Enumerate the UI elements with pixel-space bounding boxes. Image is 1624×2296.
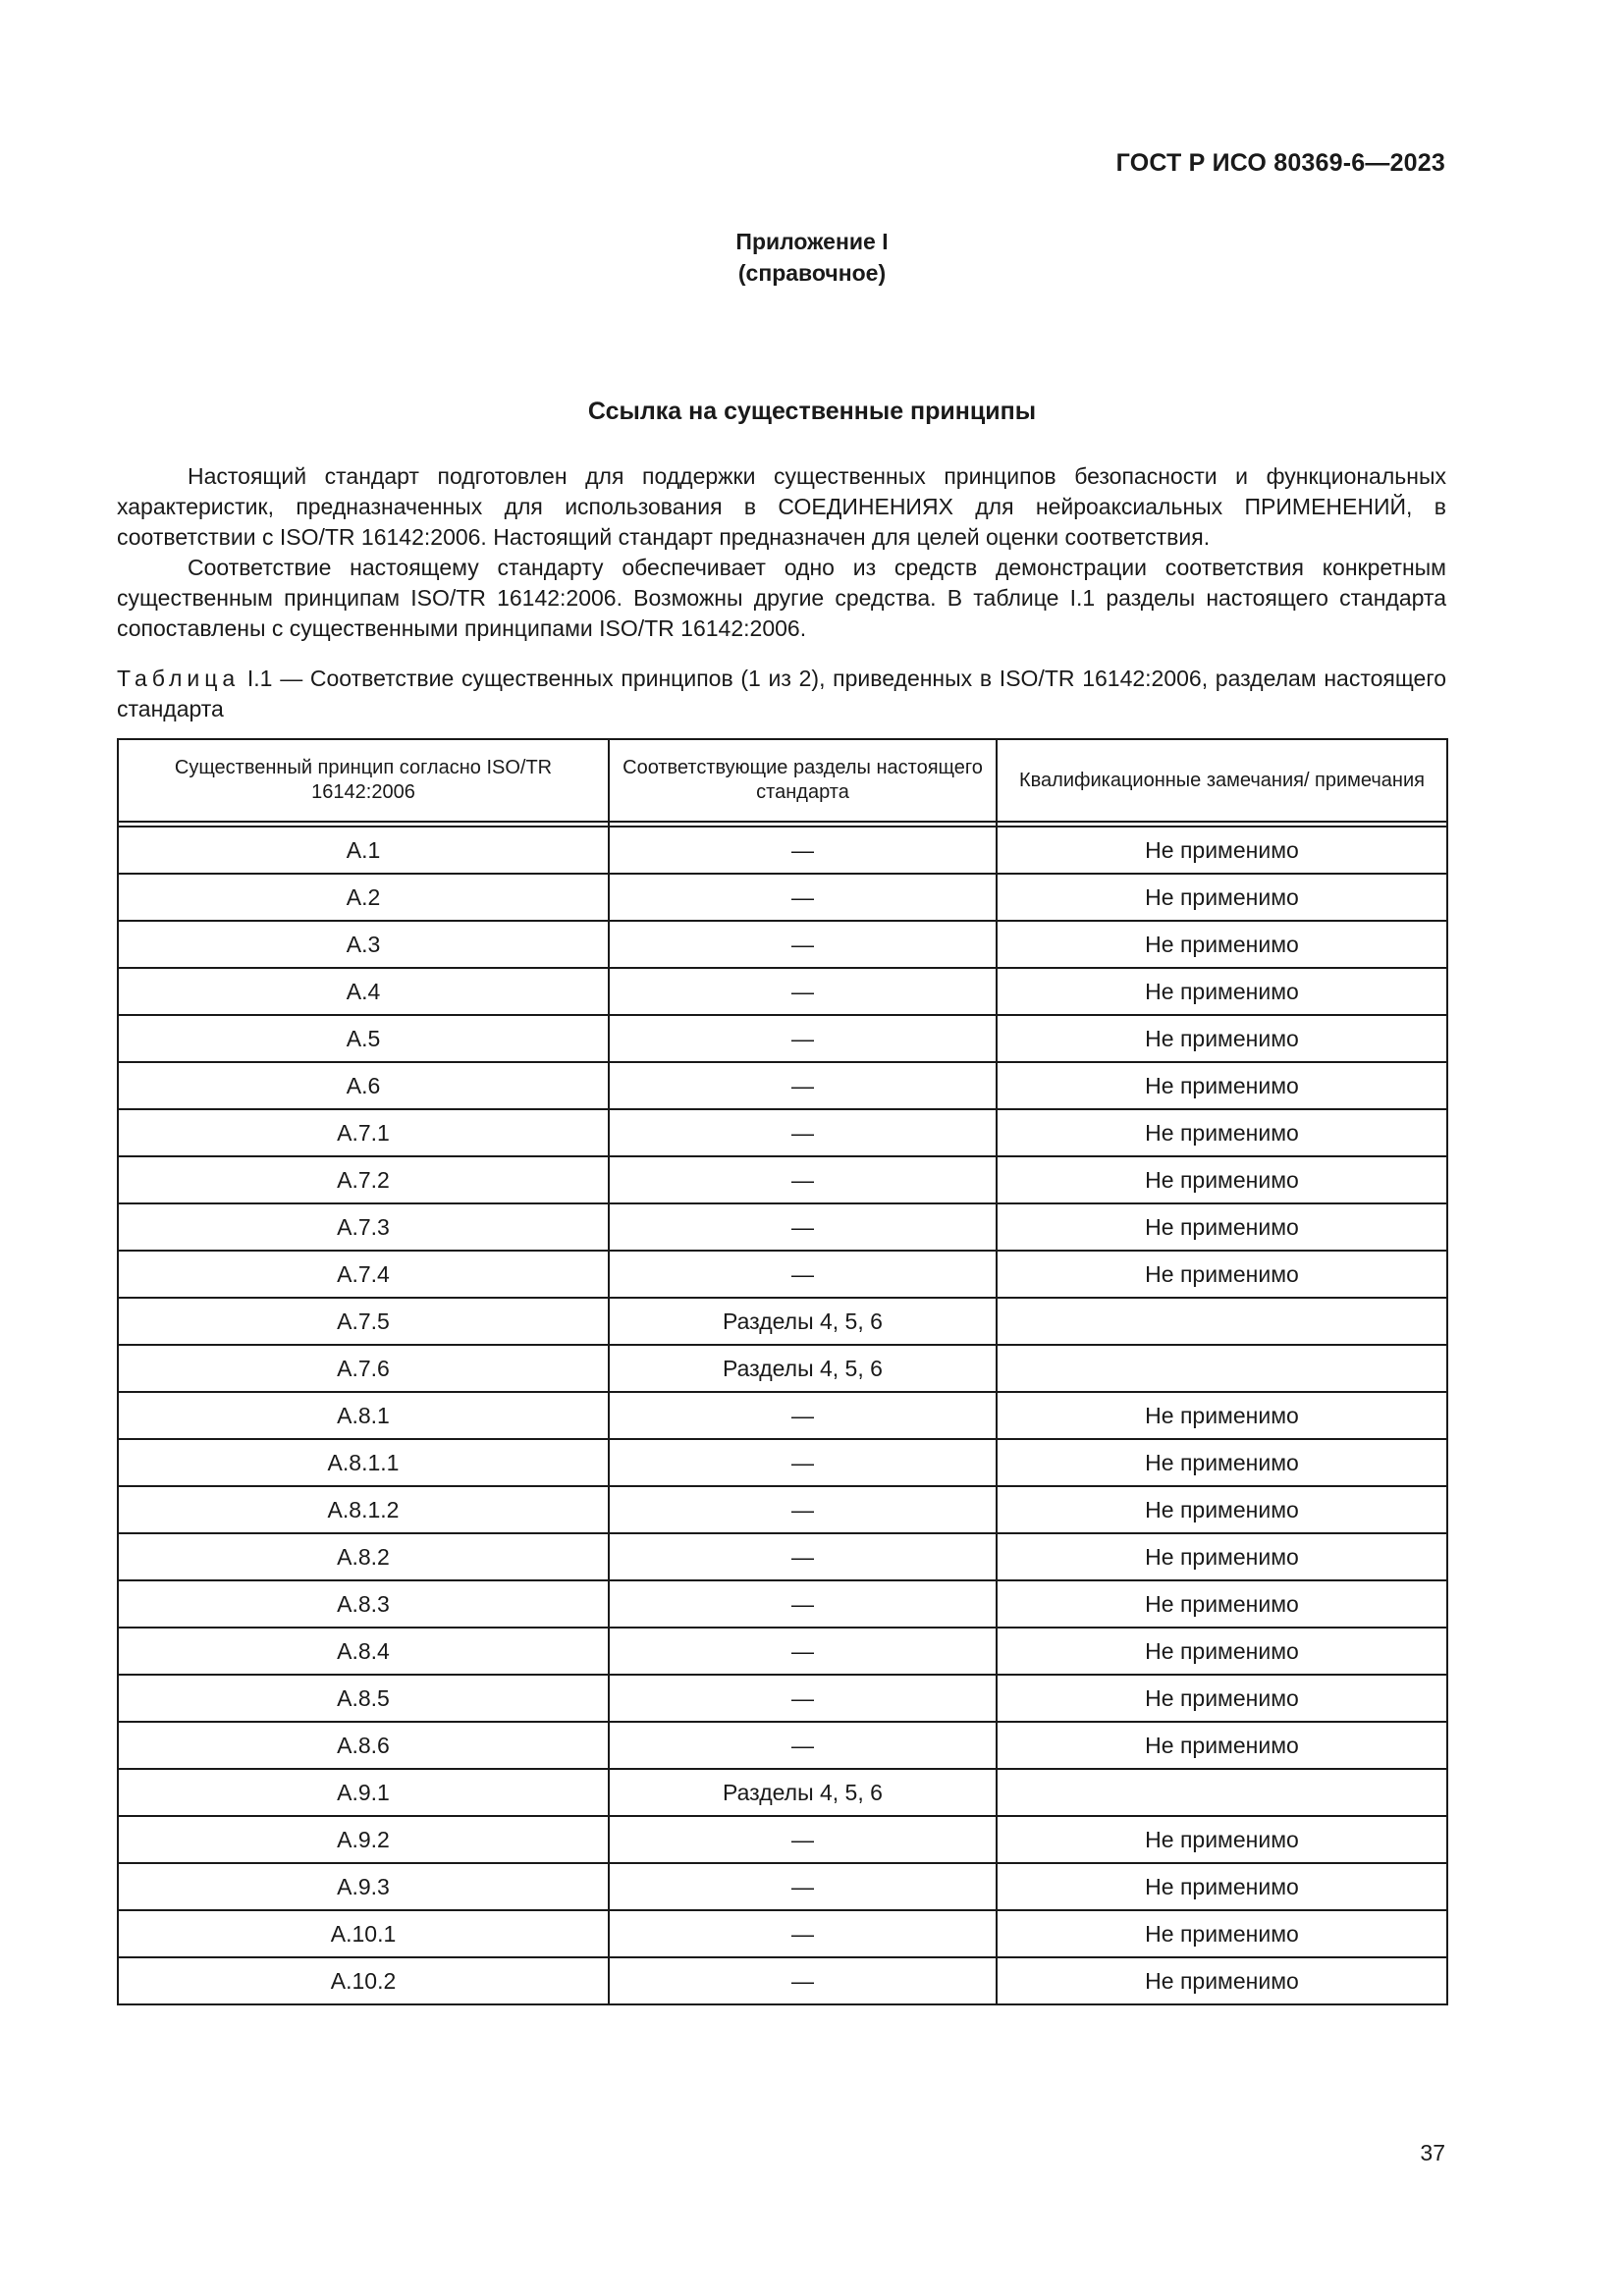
cell-sections: — (609, 1156, 997, 1203)
cell-principle: A.9.1 (118, 1769, 609, 1816)
table-row (118, 1722, 1447, 1769)
table-row (118, 1062, 1447, 1109)
cell-sections: — (609, 1109, 997, 1156)
body-text (117, 461, 1446, 644)
cell-sections: Разделы 4, 5, 6 (609, 1769, 997, 1816)
table-row (118, 1957, 1447, 2004)
annex-heading (0, 226, 1624, 289)
cell-sections: — (609, 1533, 997, 1580)
paragraph: Соответствие настоящему стандарту обеспечивает одно из средств демонстрации соответствия конкретным существенным принципам ISO/TR 16142:2006. Возможны другие средства. В таблице I.1 разделы настоящего стандарта сопоставлены с существенными принципами ISO/TR 16142:2006. (117, 555, 1446, 641)
column-header-sections: Соответствующие разделы настоящего стандарта (609, 739, 997, 822)
cell-principle: A.10.1 (118, 1910, 609, 1957)
cell-principle: A.8.1.2 (118, 1486, 609, 1533)
cell-remarks: Не применимо (997, 1109, 1447, 1156)
cell-sections: — (609, 874, 997, 921)
cell-sections: — (609, 921, 997, 968)
cell-sections: — (609, 1675, 997, 1722)
table-row (118, 1816, 1447, 1863)
table-header-row (118, 739, 1447, 822)
cell-principle: A.7.4 (118, 1251, 609, 1298)
cell-principle: A.7.5 (118, 1298, 609, 1345)
section-title: Ссылка на существенные принципы (587, 398, 1037, 425)
cell-remarks: Не применимо (997, 874, 1447, 921)
cell-sections: — (609, 1957, 997, 2004)
column-header-remarks: Квалификационные замечания/ примечания (997, 739, 1447, 822)
cell-principle: A.9.2 (118, 1816, 609, 1863)
table-row (118, 1910, 1447, 1957)
cell-sections: — (609, 1486, 997, 1533)
table-row (118, 1863, 1447, 1910)
cell-principle: A.7.1 (118, 1109, 609, 1156)
cell-principle: A.6 (118, 1062, 609, 1109)
table-row (118, 1203, 1447, 1251)
table-row (118, 1109, 1447, 1156)
table-row (118, 1439, 1447, 1486)
cell-remarks (997, 1298, 1447, 1345)
table-caption-text: I.1 — Соответствие существенных принципов (1 из 2), приведенных в ISO/TR 16142:2006, разделам настоящего стандарта (117, 666, 1446, 721)
cell-principle: A.9.3 (118, 1863, 609, 1910)
table-row (118, 1580, 1447, 1628)
cell-principle: A.8.5 (118, 1675, 609, 1722)
cell-sections: — (609, 1628, 997, 1675)
cell-principle: A.8.6 (118, 1722, 609, 1769)
table-row (118, 874, 1447, 921)
cell-sections: — (609, 1203, 997, 1251)
cell-principle: A.8.4 (118, 1628, 609, 1675)
table-row (118, 1015, 1447, 1062)
cell-remarks: Не применимо (997, 1863, 1447, 1910)
cell-remarks: Не применимо (997, 1439, 1447, 1486)
cell-remarks: Не применимо (997, 1156, 1447, 1203)
cell-principle: A.1 (118, 827, 609, 874)
table-row (118, 1769, 1447, 1816)
cell-sections: — (609, 1439, 997, 1486)
annex-title: Приложение I (735, 229, 889, 254)
column-header-principle: Существенный принцип согласно ISO/TR 16142:2006 (118, 739, 609, 822)
cell-remarks: Не применимо (997, 921, 1447, 968)
cell-principle: A.8.2 (118, 1533, 609, 1580)
table-caption-prefix: Таблица (117, 666, 241, 691)
cell-principle: A.7.6 (118, 1345, 609, 1392)
cell-sections: — (609, 1015, 997, 1062)
cell-sections: — (609, 1863, 997, 1910)
cell-remarks: Не применимо (997, 1251, 1447, 1298)
cell-sections: — (609, 1910, 997, 1957)
cell-sections: Разделы 4, 5, 6 (609, 1345, 997, 1392)
cell-sections: — (609, 1062, 997, 1109)
cell-remarks (997, 1345, 1447, 1392)
table-row (118, 827, 1447, 874)
cell-principle: A.5 (118, 1015, 609, 1062)
table-row (118, 968, 1447, 1015)
table-body (118, 822, 1447, 2004)
cell-remarks: Не применимо (997, 1533, 1447, 1580)
cell-sections: — (609, 827, 997, 874)
cell-sections: — (609, 1392, 997, 1439)
document-code: ГОСТ Р ИСО 80369-6—2023 (1115, 149, 1445, 177)
table-row (118, 1533, 1447, 1580)
cell-remarks: Не применимо (997, 827, 1447, 874)
cell-remarks: Не применимо (997, 1062, 1447, 1109)
annex-type: (справочное) (737, 260, 887, 286)
cell-principle: A.2 (118, 874, 609, 921)
table-row (118, 1628, 1447, 1675)
cell-principle: A.3 (118, 921, 609, 968)
page-number: 37 (1420, 2140, 1445, 2165)
cell-principle: A.8.1 (118, 1392, 609, 1439)
cell-sections: — (609, 968, 997, 1015)
cell-principle: A.7.3 (118, 1203, 609, 1251)
table-caption (117, 664, 1446, 724)
paragraph: Настоящий стандарт подготовлен для поддержки существенных принципов безопасности и функциональных характеристик, предназначенных для использования в СОЕДИНЕНИЯХ для нейроаксиальных ПРИМЕНЕНИЙ, в соответствии с ISO/TR 16142:2006. Настоящий стандарт предназначен для целей оценки соответствия. (117, 463, 1446, 550)
table-row (118, 1345, 1447, 1392)
table-row (118, 1675, 1447, 1722)
cell-remarks: Не применимо (997, 1722, 1447, 1769)
table-row (118, 1156, 1447, 1203)
cell-principle: A.7.2 (118, 1156, 609, 1203)
cell-remarks: Не применимо (997, 1203, 1447, 1251)
cell-remarks: Не применимо (997, 1628, 1447, 1675)
cell-remarks: Не применимо (997, 968, 1447, 1015)
table-row (118, 1486, 1447, 1533)
cell-principle: A.10.2 (118, 1957, 609, 2004)
cell-sections: Разделы 4, 5, 6 (609, 1298, 997, 1345)
cell-sections: — (609, 1722, 997, 1769)
principles-table (117, 738, 1448, 2005)
cell-remarks: Не применимо (997, 1392, 1447, 1439)
cell-principle: A.8.3 (118, 1580, 609, 1628)
table-row (118, 921, 1447, 968)
table-row (118, 1298, 1447, 1345)
cell-remarks (997, 1769, 1447, 1816)
cell-sections: — (609, 1251, 997, 1298)
cell-principle: A.4 (118, 968, 609, 1015)
cell-sections: — (609, 1580, 997, 1628)
cell-remarks: Не применимо (997, 1816, 1447, 1863)
cell-remarks: Не применимо (997, 1675, 1447, 1722)
cell-remarks: Не применимо (997, 1957, 1447, 2004)
cell-remarks: Не применимо (997, 1015, 1447, 1062)
table-row (118, 1251, 1447, 1298)
cell-sections: — (609, 1816, 997, 1863)
cell-principle: A.8.1.1 (118, 1439, 609, 1486)
table-row (118, 1392, 1447, 1439)
cell-remarks: Не применимо (997, 1580, 1447, 1628)
cell-remarks: Не применимо (997, 1486, 1447, 1533)
cell-remarks: Не применимо (997, 1910, 1447, 1957)
